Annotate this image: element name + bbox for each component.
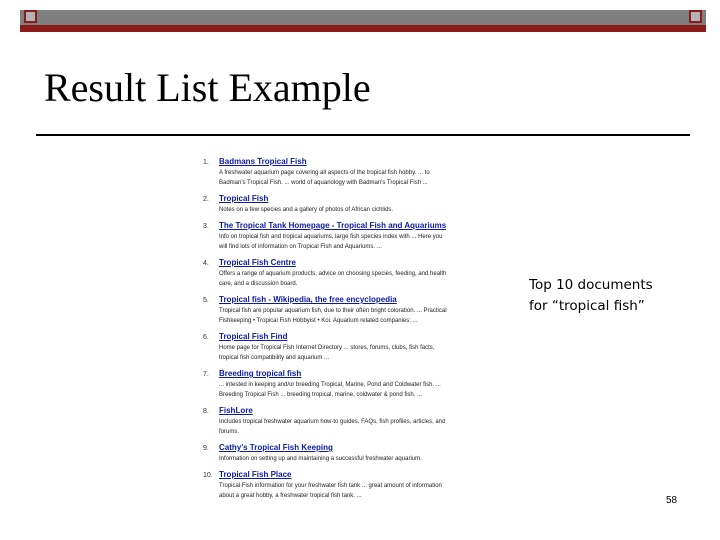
result-title-link[interactable]: Badmans Tropical Fish: [219, 157, 307, 166]
result-heading: [203, 469, 488, 481]
result-snippet: Notes on a few species and a gallery of photos of African cichlids.: [219, 207, 394, 213]
title-divider: [36, 134, 690, 136]
result-item: [203, 469, 488, 501]
slide-title: Result List Example: [44, 65, 371, 110]
result-snippet: Offers a range of aquarium products, advice on choosing species, feeding, and health: [219, 271, 447, 277]
corner-square-icon: [24, 10, 37, 23]
result-item: [203, 405, 488, 437]
result-item: [203, 442, 488, 464]
result-snippet: Information on setting up and maintaining a successful freshwater aquarium.: [219, 456, 422, 462]
result-number: 3.: [203, 223, 209, 230]
result-heading: [203, 368, 488, 380]
result-number: 10.: [203, 472, 213, 479]
result-title-link[interactable]: Breeding tropical fish: [219, 369, 302, 378]
result-heading: [203, 257, 488, 269]
result-snippet: about a great hobby, a freshwater tropical fish tank. ...: [219, 493, 362, 499]
callout-line: for “tropical fish”: [529, 298, 645, 314]
result-item: [203, 368, 488, 400]
result-number: 6.: [203, 334, 209, 341]
result-snippet: Badman's Tropical Fish. ... world of aquariology with Badman's Tropical Fish ...: [219, 180, 428, 186]
result-number: 1.: [203, 159, 209, 166]
result-title-link[interactable]: Cathy's Tropical Fish Keeping: [219, 443, 333, 452]
result-number: 4.: [203, 260, 209, 267]
result-item: [203, 220, 488, 252]
result-snippet: ... intested in keeping and/or breeding Tropical, Marine, Pond and Coldwater fish. ...: [219, 382, 441, 388]
page-number: 58: [666, 495, 678, 506]
result-snippet: Info on tropical fish and tropical aquariums, large fish species index with ... Here you: [219, 234, 443, 240]
result-snippet: Home page for Tropical Fish Internet Directory ... stores, forums, clubs, fish facts,: [219, 345, 435, 351]
result-snippet: A freshwater aquarium page covering all aspects of the tropical fish hobby. ... to: [219, 170, 430, 176]
result-item: [203, 294, 488, 326]
result-snippet: Tropical fish are popular aquarium fish, due to their often bright coloration. ... Practical: [219, 308, 447, 314]
result-heading: [203, 193, 488, 205]
result-snippet: Breeding Tropical Fish ... breeding tropical, marine, coldwater & pond fish. ...: [219, 392, 423, 398]
result-snippet: Tropical Fish information for your freshwater fish tank ... great amount of information: [219, 483, 442, 489]
result-number: 8.: [203, 408, 209, 415]
result-item: [203, 156, 488, 188]
decorative-top-bar: [20, 10, 706, 32]
result-title-link[interactable]: Tropical Fish Place: [219, 470, 292, 479]
result-title-link[interactable]: Tropical Fish: [219, 194, 269, 203]
callout-line: Top 10 documents: [529, 277, 653, 293]
result-title-link[interactable]: Tropical Fish Centre: [219, 258, 296, 267]
result-snippet: will find lots of information on Tropical Fish and Aquariums. ...: [219, 244, 382, 250]
search-results-list: [203, 156, 488, 506]
result-title-link[interactable]: Tropical Fish Find: [219, 332, 288, 341]
result-snippet: care, and a discussion board.: [219, 281, 298, 287]
result-number: 9.: [203, 445, 209, 452]
result-number: 2.: [203, 196, 209, 203]
callout-text: [529, 275, 653, 317]
result-title-link[interactable]: Tropical fish - Wikipedia, the free encyclopedia: [219, 295, 397, 304]
result-heading: [203, 220, 488, 232]
result-item: [203, 331, 488, 363]
result-snippet: Includes tropical freshwater aquarium how-to guides, FAQs, fish profiles, articles, and: [219, 419, 446, 425]
result-heading: [203, 331, 488, 343]
result-heading: [203, 442, 488, 454]
result-heading: [203, 294, 488, 306]
result-item: [203, 193, 488, 215]
result-item: [203, 257, 488, 289]
result-heading: [203, 156, 488, 168]
result-snippet: forums.: [219, 429, 240, 435]
result-number: 5.: [203, 297, 209, 304]
result-snippet: tropical fish compatibility and aquarium ...: [219, 355, 330, 361]
result-title-link[interactable]: The Tropical Tank Homepage - Tropical Fish and Aquariums: [219, 221, 447, 230]
accent-rule: [20, 25, 706, 32]
result-title-link[interactable]: FishLore: [219, 406, 253, 415]
result-number: 7.: [203, 371, 209, 378]
corner-square-icon: [689, 10, 702, 23]
result-heading: [203, 405, 488, 417]
result-snippet: Fishkeeping • Tropical Fish Hobbyist • Koi. Aquarium related companies: ...: [219, 318, 418, 324]
